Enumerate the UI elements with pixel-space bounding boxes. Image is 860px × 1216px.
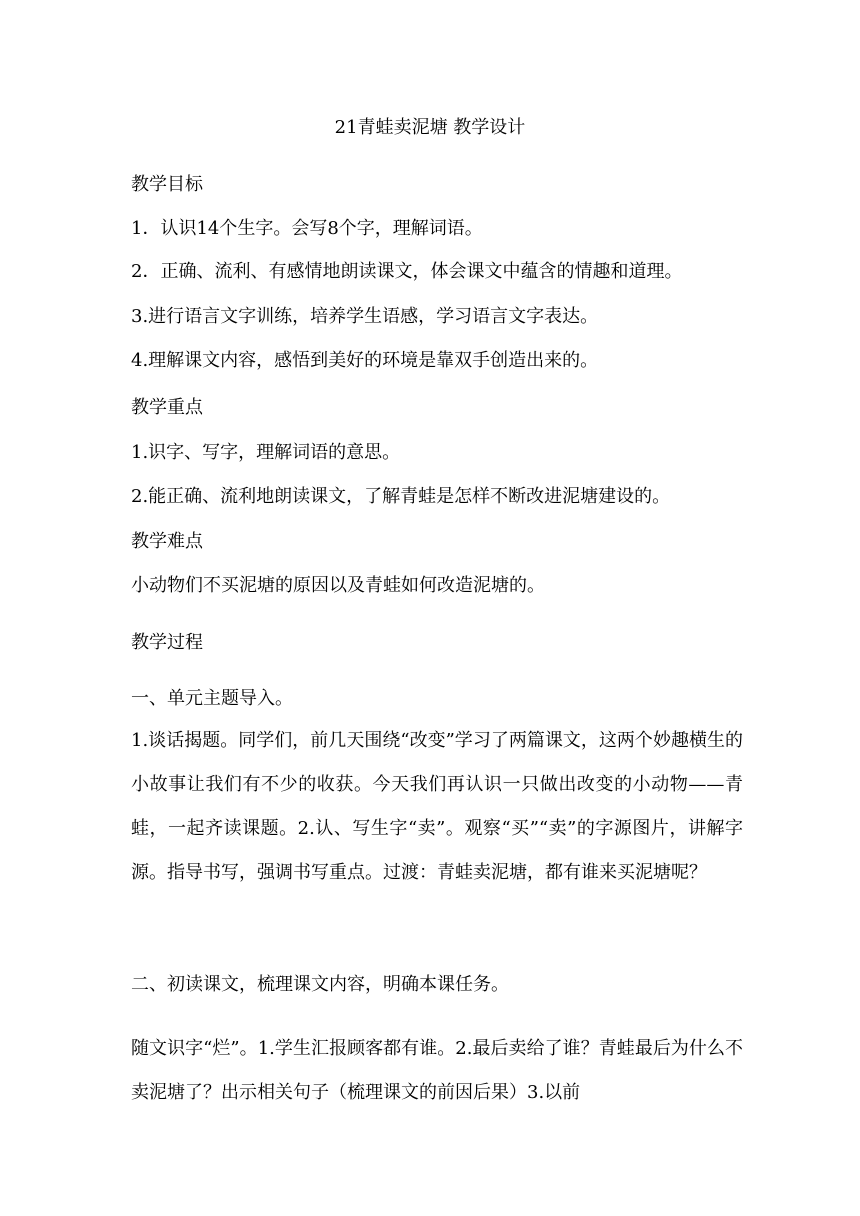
document-title: 21青蛙卖泥塘 教学设计 [334,117,526,138]
objectives-heading: 教学目标 [131,174,203,195]
section2-heading: 二、初读课文，梳理课文内容，明确本课任务。 [131,974,509,995]
key-points-heading: 教学重点 [131,397,203,418]
section2-body: 随文识字“烂”。1.学生汇报顾客都有谁。2.最后卖给了谁？青蛙最后为什么不卖泥塘了？出示相关句子（梳理课文的前因后果）3.以前 [131,1038,743,1103]
difficulties-heading: 教学难点 [131,531,203,552]
objective-item-3: 3.进行语言文字训练，培养学生语感，学习语言文字表达。 [131,306,599,327]
objective-item-2: 2．正确、流利、有感情地朗读课文，体会课文中蕴含的情趣和道理。 [131,261,683,282]
key-point-item-1: 1.识字、写字，理解词语的意思。 [131,442,401,463]
process-heading: 教学过程 [131,632,203,653]
objective-item-1: 1．认识14个生字。会写8个字，理解词语。 [131,218,483,239]
difficulties-text: 小动物们不买泥塘的原因以及青蛙如何改造泥塘的。 [131,575,545,596]
section1-heading: 一、单元主题导入。 [131,688,293,709]
key-point-item-2: 2.能正确、流利地朗读课文，了解青蛙是怎样不断改进泥塘建设的。 [131,486,671,507]
section1-body: 1.谈话揭题。同学们，前几天围绕“改变”学习了两篇课文，这两个妙趣横生的小故事让我们有不少的收获。今天我们再认识一只做出改变的小动物——青蛙，一起齐读课题。2.认、写生字“卖”。观察“买”“卖”的字源图片，讲解字源。指导书写，强调书写重点。过渡：青蛙卖泥塘，都有谁来买泥塘呢？ [131,730,743,883]
objective-item-4: 4.理解课文内容，感悟到美好的环境是靠双手创造出来的。 [131,350,599,371]
